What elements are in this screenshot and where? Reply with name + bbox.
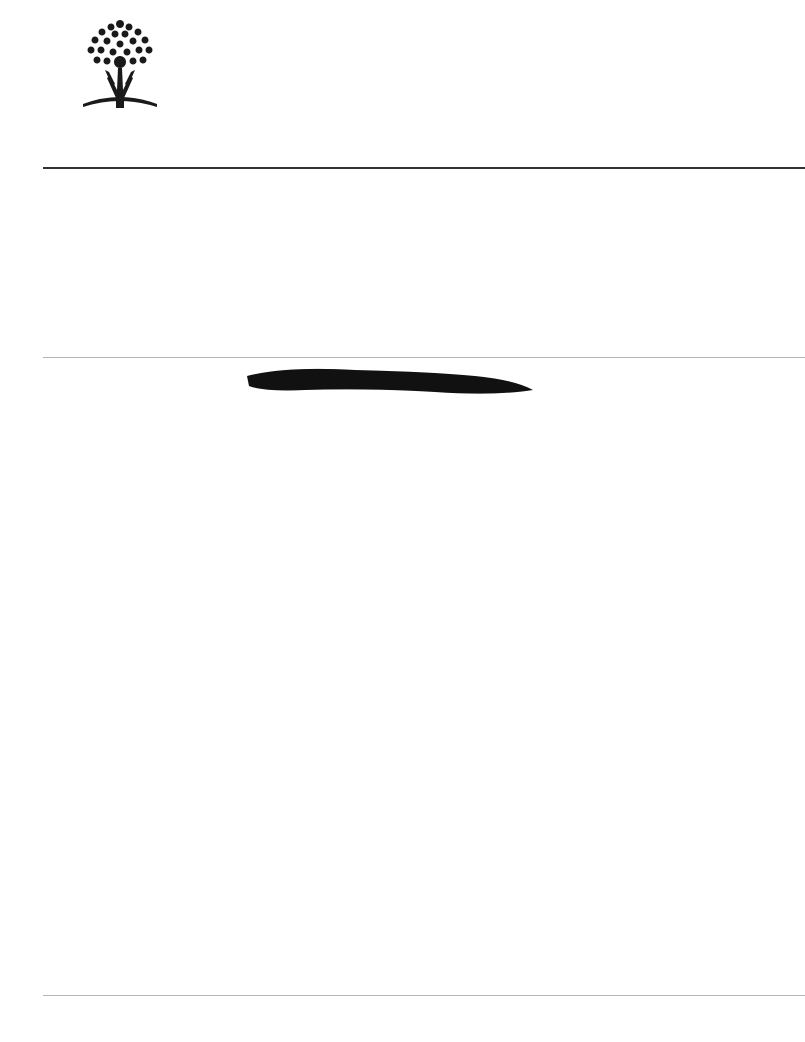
cigna-wordmark [50, 120, 51, 165]
redaction-mark [245, 362, 535, 398]
divider [43, 357, 805, 358]
divider [43, 167, 805, 169]
divider [43, 995, 805, 996]
tree-of-life-icon [75, 18, 165, 122]
